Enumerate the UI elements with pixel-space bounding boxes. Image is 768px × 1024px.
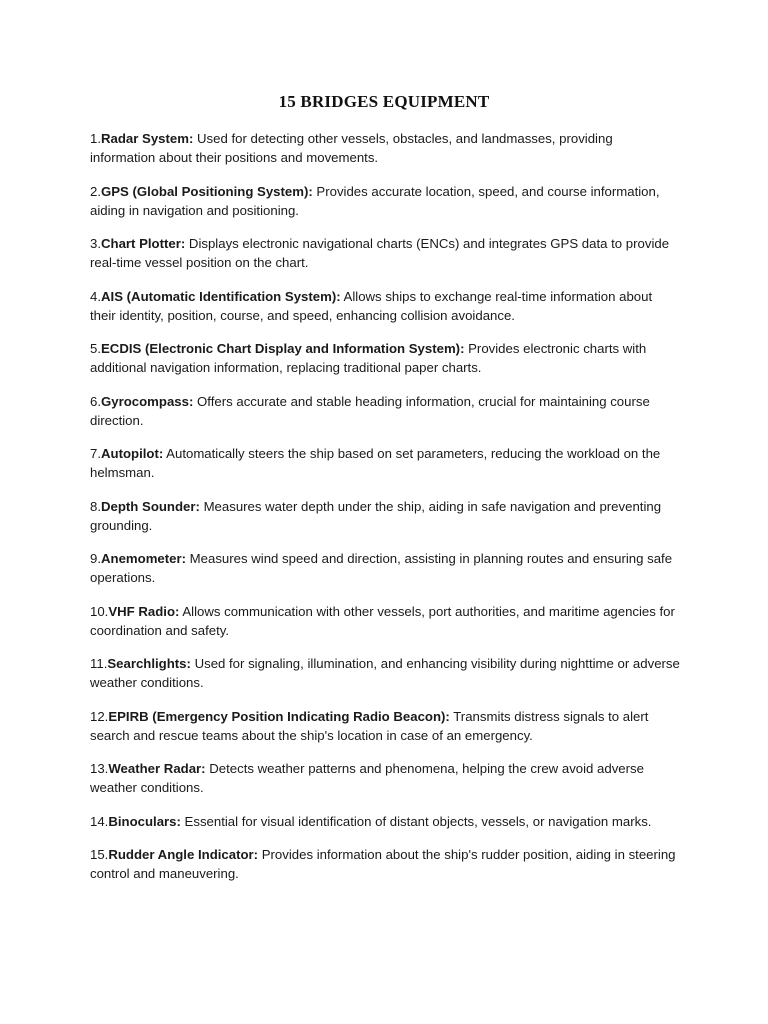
list-item: [90, 812, 680, 831]
list-item: [90, 182, 680, 220]
list-item: [90, 444, 680, 482]
list-item: [90, 287, 680, 325]
item-number: 2.: [90, 183, 101, 199]
item-term: Chart Plotter:: [101, 236, 186, 251]
item-number: 10.: [90, 603, 109, 619]
list-item: [90, 392, 680, 430]
item-description: Offers accurate and stable heading information, crucial for maintaining course direction.: [90, 393, 650, 428]
item-description: Allows communication with other vessels, port authorities, and maritime agencies for coordination and safety.: [90, 603, 675, 638]
item-term: ECDIS (Electronic Chart Display and Information System):: [101, 341, 465, 356]
item-number: 14.: [90, 813, 109, 829]
item-term: Gyrocompass:: [101, 393, 194, 409]
list-item: [90, 759, 680, 797]
item-term: Binoculars:: [108, 813, 181, 829]
item-description: Transmits distress signals to alert search and rescue teams about the ship's location in case of an emergency.: [90, 708, 649, 743]
item-description: Automatically steers the ship based on set parameters, reducing the workload on the helmsman.: [90, 446, 661, 480]
item-number: 6.: [90, 393, 101, 409]
item-term: Searchlights:: [107, 656, 191, 671]
item-number: 11.: [90, 656, 108, 671]
item-description: Allows ships to exchange real-time information about their identity, position, course, and speed, enhancing collision avoidance.: [90, 288, 653, 323]
item-term: Rudder Angle Indicator:: [108, 847, 259, 862]
item-description: Used for signaling, illumination, and enhancing visibility during nighttime or adverse weather conditions.: [90, 656, 680, 690]
item-description: Measures wind speed and direction, assisting in planning routes and ensuring safe operations.: [90, 551, 673, 585]
item-number: 8.: [90, 498, 101, 514]
list-item: [90, 234, 680, 272]
item-number: 13.: [90, 761, 109, 776]
item-description: Provides electronic charts with additional navigation information, replacing traditional paper charts.: [90, 341, 647, 375]
item-number: 1.: [90, 131, 101, 146]
item-number: 4.: [90, 288, 101, 304]
list-item: [90, 549, 680, 587]
item-number: 9.: [90, 551, 101, 566]
item-term: Anemometer:: [101, 551, 187, 566]
item-term: VHF Radio:: [108, 603, 180, 619]
item-description: Displays electronic navigational charts (ENCs) and integrates GPS data to provide real-time vessel position on the chart.: [90, 236, 670, 270]
item-description: Measures water depth under the ship, aiding in safe navigation and preventing grounding.: [90, 498, 662, 533]
list-item: [90, 129, 680, 167]
item-term: AIS (Automatic Identification System):: [101, 288, 341, 304]
item-term: EPIRB (Emergency Position Indicating Radio Beacon):: [108, 708, 450, 724]
item-number: 7.: [90, 446, 101, 461]
list-item: [90, 497, 680, 535]
item-description: Used for detecting other vessels, obstacles, and landmasses, providing information about their positions and movements.: [90, 131, 613, 165]
list-item: [90, 654, 680, 692]
item-term: Weather Radar:: [108, 761, 206, 776]
item-term: Radar System:: [101, 131, 194, 146]
list-item: [90, 602, 680, 640]
item-number: 15.: [90, 847, 109, 862]
item-number: 5.: [90, 341, 101, 356]
list-item: [90, 845, 680, 883]
list-item: [90, 339, 680, 377]
item-description: Provides information about the ship's rudder position, aiding in steering control and maneuvering.: [90, 847, 676, 881]
equipment-list: [90, 129, 680, 898]
item-description: Essential for visual identification of distant objects, vessels, or navigation marks.: [180, 813, 652, 829]
item-description: Provides accurate location, speed, and course information, aiding in navigation and positioning.: [90, 183, 660, 218]
item-number: 12.: [90, 708, 109, 724]
item-number: 3.: [90, 236, 101, 251]
item-term: Depth Sounder:: [101, 498, 200, 514]
item-term: GPS (Global Positioning System):: [101, 183, 313, 199]
document-title: 15 BRIDGES EQUIPMENT: [278, 92, 490, 111]
item-term: Autopilot:: [101, 446, 164, 461]
item-description: Detects weather patterns and phenomena, helping the crew avoid adverse weather conditions.: [90, 761, 644, 795]
list-item: [90, 707, 680, 745]
